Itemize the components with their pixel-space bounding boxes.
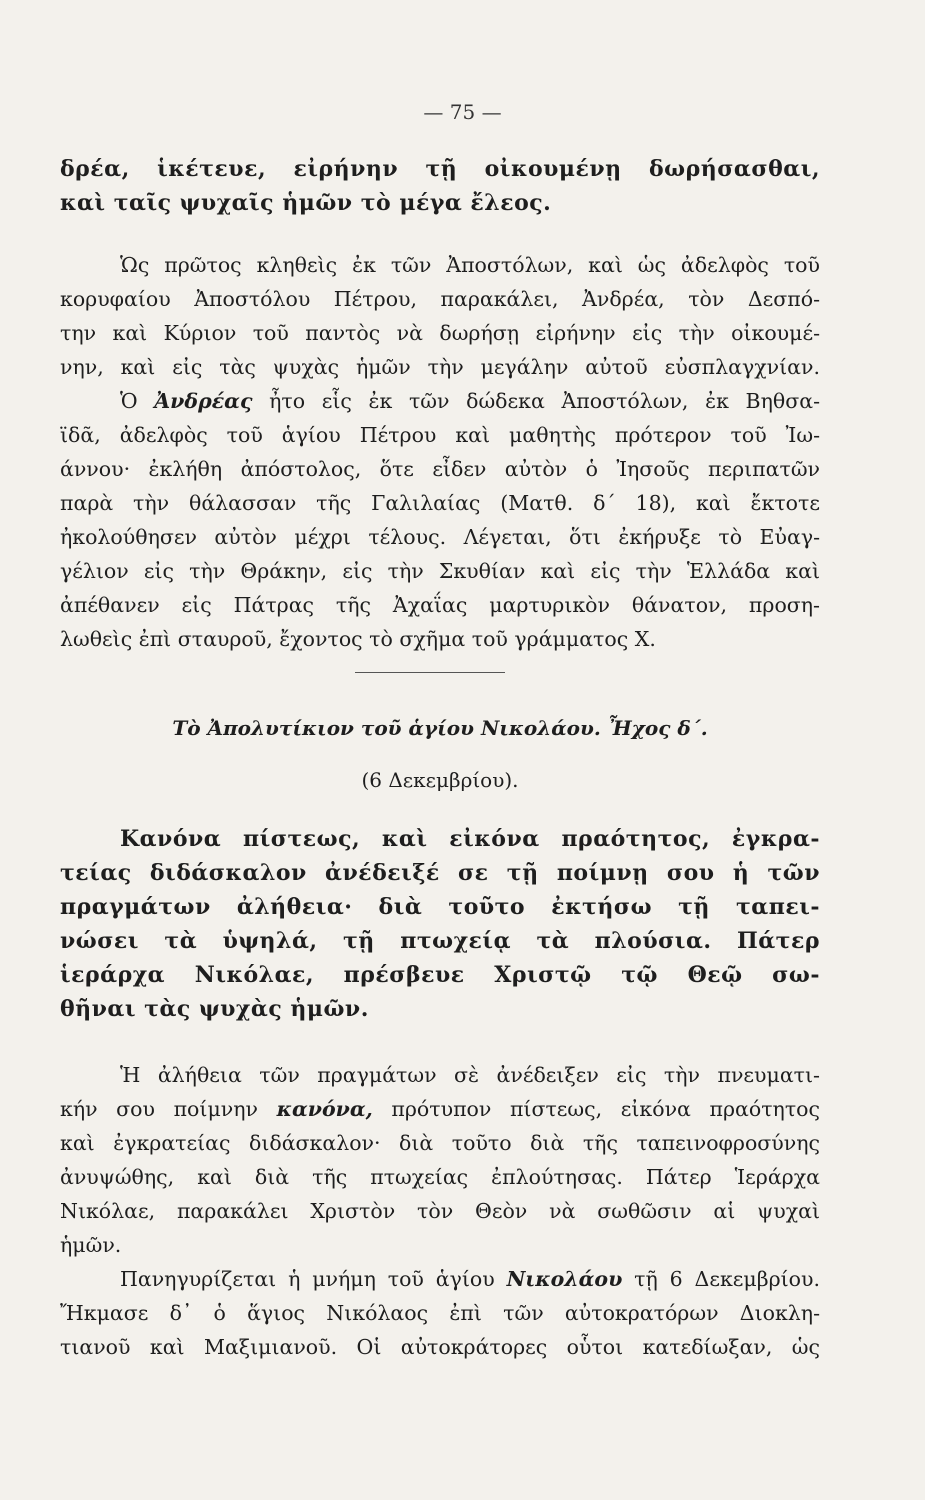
text-line: παρὰ τὴν θάλασσαν τῆς Γαλιλαίας (Ματθ. δ΄ 18), καὶ ἔκτοτε	[60, 491, 820, 515]
text-line: άννου· ἐκλήθη ἀπόστολος, ὅτε εἶδεν αὐτὸν ὁ Ἰησοῦς περιπατῶν	[60, 457, 820, 481]
text-line: Ὁ Ἀνδρέας ἦτο εἷς ἐκ τῶν δώδεκα Ἀποστόλων, ἐκ Βηθσα-	[120, 389, 821, 413]
text-line: Πανηγυρίζεται ἡ μνήμη τοῦ ἁγίου Νικολάου τῇ 6 Δεκεμβρίου.	[120, 1267, 820, 1291]
text-line: Ἡ ἀλήθεια τῶν πραγμάτων σὲ ἀνέδειξεν εἰς τὴν πνευματι-	[120, 1063, 820, 1087]
hymn-apostle-andrew-tail	[60, 152, 820, 220]
text-line: δρέα, ἱκέτευε, εἰρήνην τῇ οἰκουμένῃ δωρήσασθαι,	[60, 156, 820, 182]
section-heading: Τὸ Ἀπολυτίκιον τοῦ ἁγίου Νικολάου. Ἦχος δ΄.	[172, 716, 708, 740]
paragraph-nicholas-feast	[60, 1262, 820, 1364]
text-line: ἡμῶν.	[60, 1233, 122, 1257]
text-line: ἀνυψώθης, καὶ διὰ τῆς πτωχείας ἐπλούτησας. Πάτερ Ἱεράρχα	[60, 1165, 820, 1189]
section-date: (6 Δεκεμβρίου).	[361, 768, 519, 792]
paragraph-nicholas-paraphrase	[60, 1058, 820, 1262]
text-line: λωθεὶς ἐπὶ σταυροῦ, ἔχοντος τὸ σχῆμα τοῦ γράμματος Χ.	[60, 627, 656, 651]
saint-name: Νικολάου	[506, 1267, 623, 1291]
text-line: Κανόνα πίστεως, καὶ εἰκόνα πραότητος, ἐγκρα-	[120, 826, 820, 852]
text-line: κορυφαίου Ἀποστόλου Πέτρου, παρακάλει, Ἀνδρέα, τὸν Δεσπό-	[60, 287, 820, 311]
section-divider	[355, 672, 505, 673]
text-line: νην, καὶ εἰς τὰς ψυχὰς ἡμῶν τὴν μεγάλην αὐτοῦ εὐσπλαγχνίαν.	[60, 355, 820, 379]
saint-name: Ἀνδρέας	[154, 389, 253, 413]
text-line: Νικόλαε, παρακάλει Χριστὸν τὸν Θεὸν νὰ σωθῶσιν αἱ ψυχαὶ	[60, 1199, 820, 1223]
text-line: ϊδᾶ, ἀδελφὸς τοῦ ἁγίου Πέτρου καὶ μαθητὴς πρότερον τοῦ Ἰω-	[60, 423, 820, 447]
page-number: — 75 —	[423, 100, 502, 124]
text-line: τείας διδάσκαλον ἀνέδειξέ σε τῇ ποίμνῃ σου ἡ τῶν	[60, 860, 820, 886]
text-line: τιανοῦ καὶ Μαξιμιανοῦ. Οἱ αὐτοκράτορες οὗτοι κατεδίωξαν, ὡς	[60, 1335, 820, 1359]
text-line: γέλιον εἰς τὴν Θράκην, εἰς τὴν Σκυθίαν καὶ εἰς τὴν Ἑλλάδα καὶ	[60, 559, 820, 583]
emphasis-word: κανόνα,	[276, 1097, 373, 1121]
paragraph-andrew-paraphrase	[60, 248, 820, 384]
text-line: θῆναι τὰς ψυχὰς ἡμῶν.	[60, 996, 369, 1022]
text-line: ἠκολούθησεν αὐτὸν μέχρι τέλους. Λέγεται, ὅτι ἐκήρυξε τὸ Εὐαγ-	[60, 525, 820, 549]
text-line: κήν σου ποίμνην κανόνα, πρότυπον πίστεως, εἰκόνα πραότητος	[60, 1097, 820, 1121]
text-line: Ὡς πρῶτος κληθεὶς ἐκ τῶν Ἀποστόλων, καὶ ὡς ἀδελφὸς τοῦ	[120, 253, 820, 277]
text-line: Ἤκμασε δ᾽ ὁ ἅγιος Νικόλαος ἐπὶ τῶν αὐτοκρατόρων Διοκλη-	[60, 1301, 820, 1325]
text-line: ἀπέθανεν εἰς Πάτρας τῆς Ἀχαΐας μαρτυρικὸν θάνατον, προση-	[60, 593, 820, 617]
text-line: την καὶ Κύριον τοῦ παντὸς νὰ δωρήσῃ εἰρήνην εἰς τὴν οἰκουμέ-	[60, 321, 820, 345]
text-line: καὶ ἐγκρατείας διδάσκαλον· διὰ τοῦτο διὰ τῆς ταπεινοφροσύνης	[60, 1131, 820, 1155]
text-line: πραγμάτων ἀλήθεια· διὰ τοῦτο ἐκτήσω τῇ ταπει-	[60, 894, 820, 920]
text-line: καὶ ταῖς ψυχαῖς ἡμῶν τὸ μέγα ἔλεος.	[60, 190, 552, 216]
text-line: ἱεράρχα Νικόλαε, πρέσβευε Χριστῷ τῷ Θεῷ σω-	[60, 962, 820, 988]
paragraph-andrew-biography	[60, 384, 820, 656]
text-line: νώσει τὰ ὑψηλά, τῇ πτωχείᾳ τὰ πλούσια. Πάτερ	[60, 928, 820, 954]
hymn-saint-nicholas	[60, 822, 820, 1026]
